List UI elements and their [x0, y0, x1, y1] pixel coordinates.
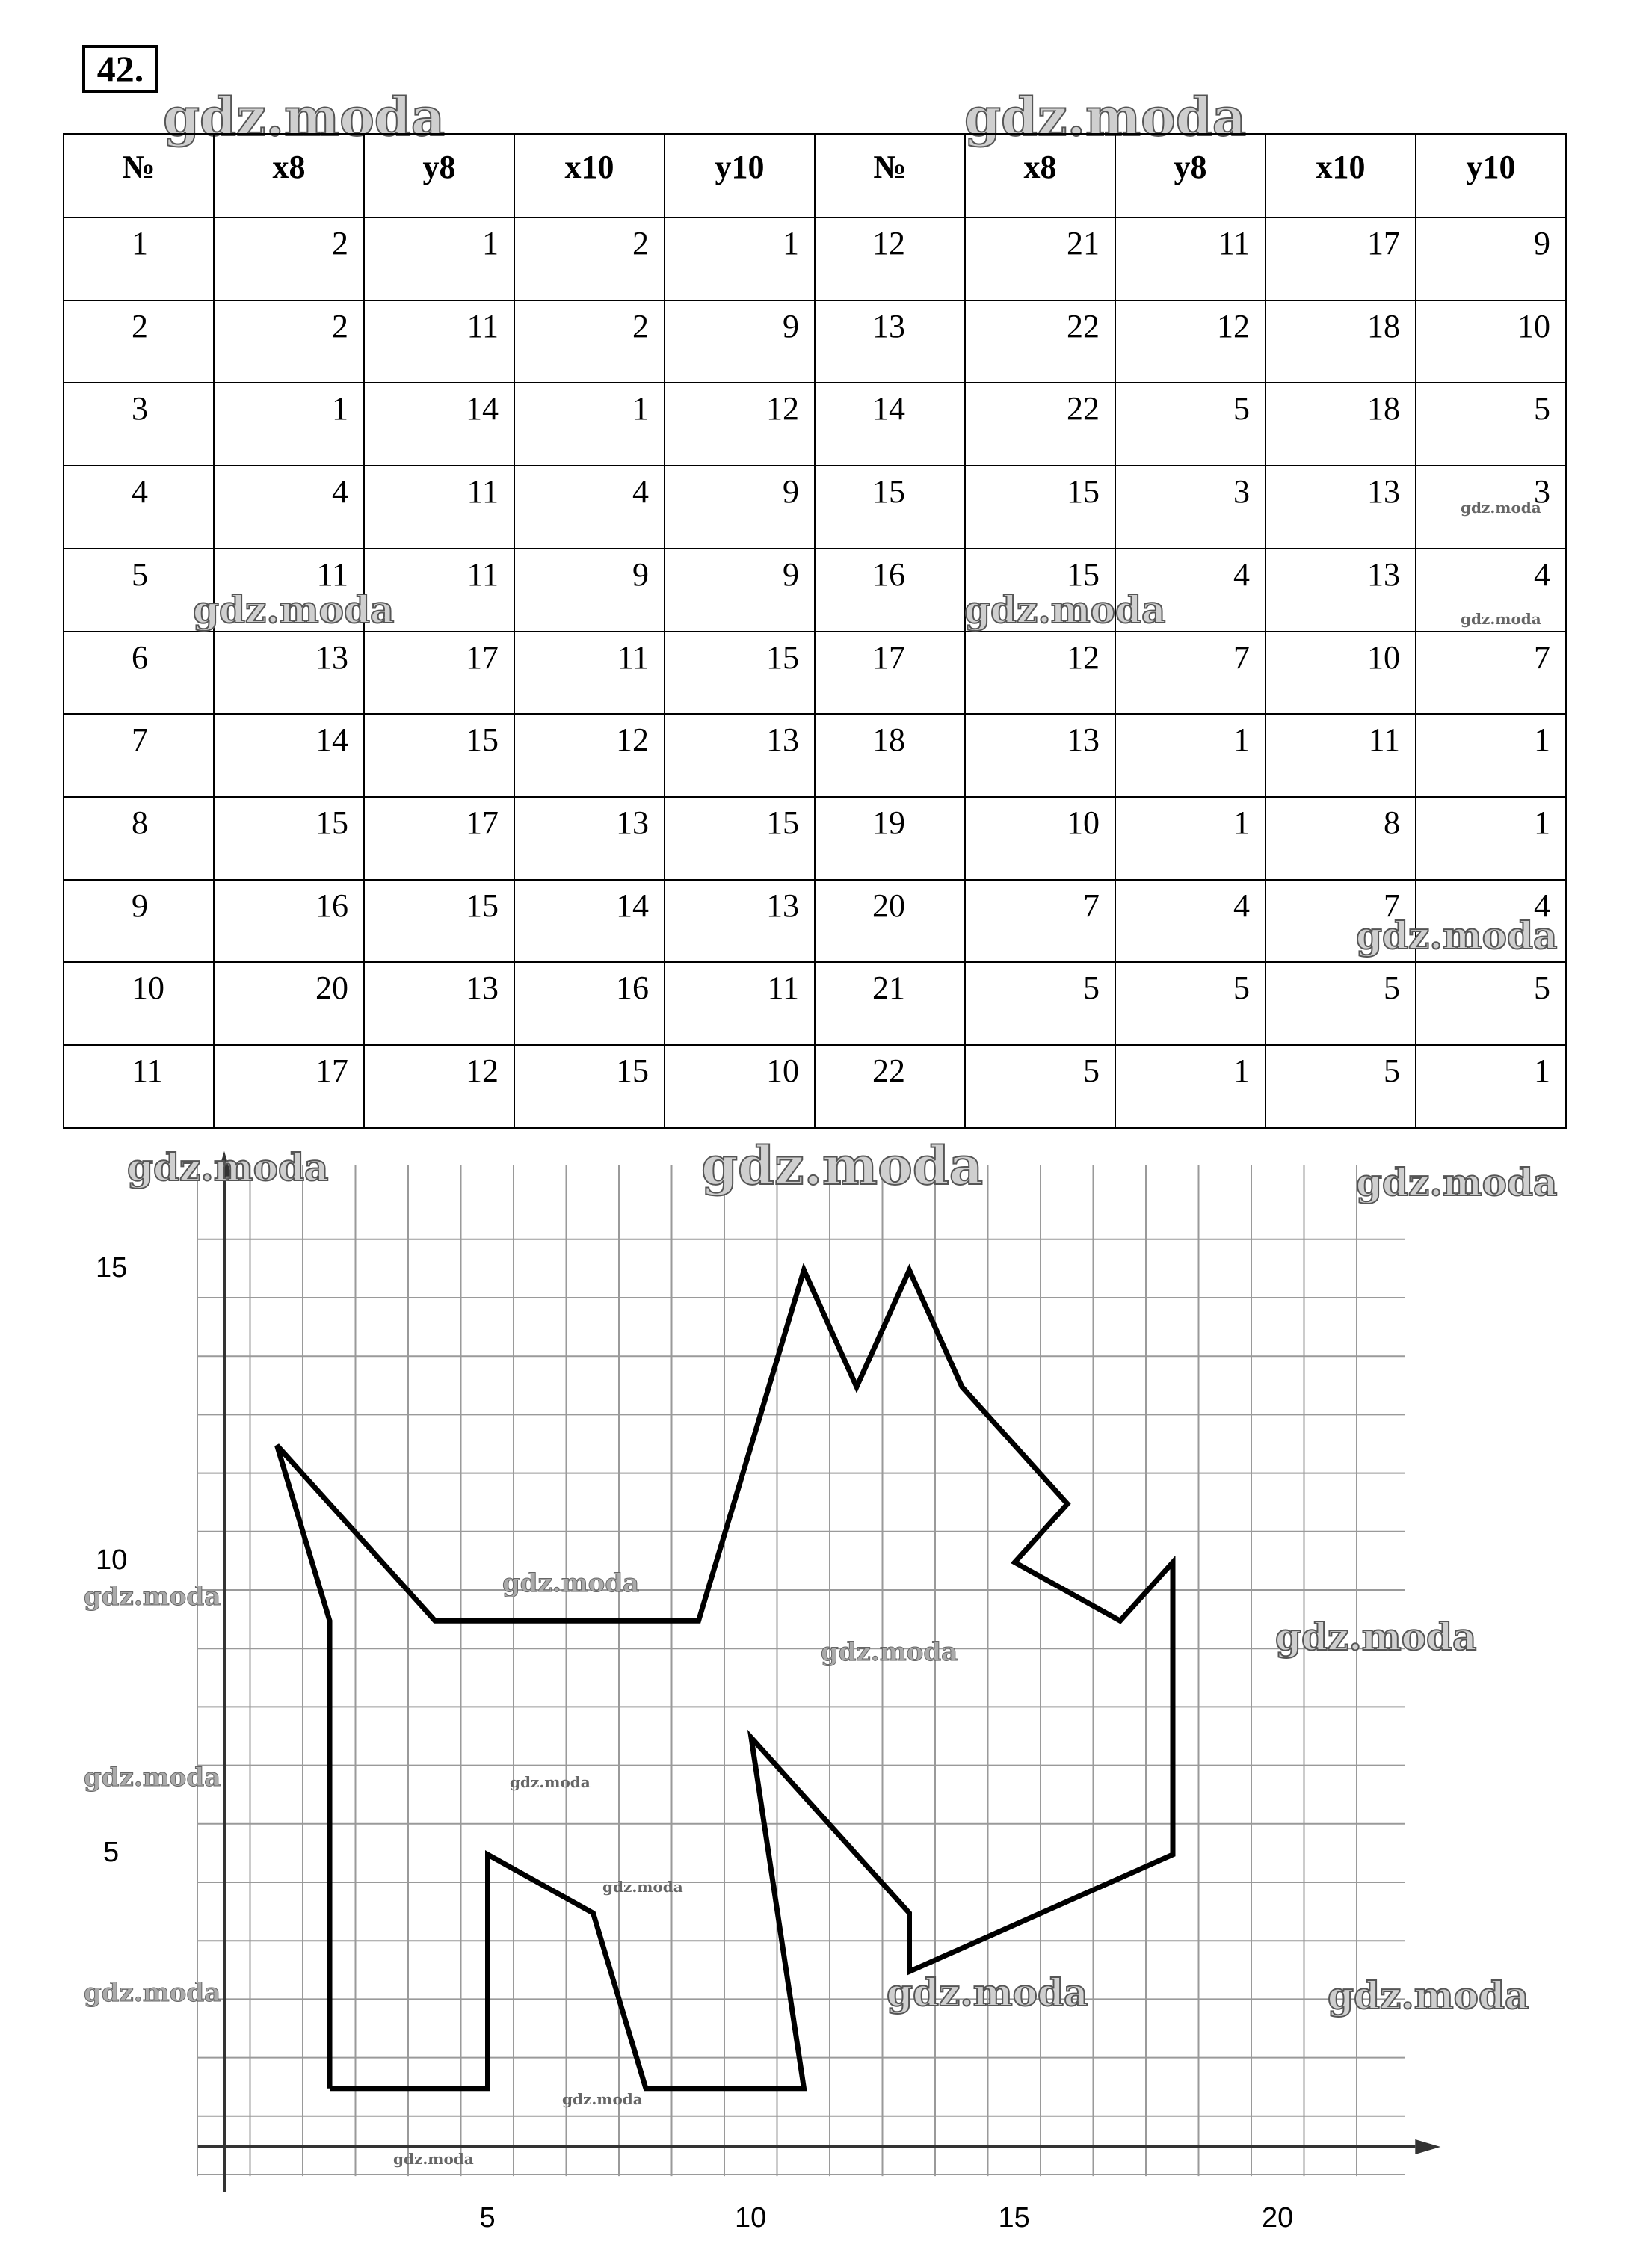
table-cell: 11 [64, 1045, 214, 1128]
table-cell: 18 [1265, 383, 1416, 466]
watermark: gdz.moda [510, 1773, 591, 1791]
table-header-cell: x8 [214, 134, 364, 218]
table-cell: 15 [214, 797, 364, 880]
table-cell: 5 [64, 549, 214, 632]
table-cell: 10 [64, 962, 214, 1045]
table-cell: 5 [1115, 383, 1265, 466]
table-cell: 13 [1265, 466, 1416, 549]
table-cell: 20 [214, 962, 364, 1045]
table-cell: 5 [965, 962, 1115, 1045]
table-cell: 13 [1265, 549, 1416, 632]
table-cell: 1 [64, 218, 214, 301]
table-cell: 9 [64, 880, 214, 963]
table-cell: 9 [665, 549, 815, 632]
table-cell: 17 [214, 1045, 364, 1128]
watermark: gdz.moda [821, 1637, 958, 1667]
table-cell: 3 [1416, 466, 1566, 549]
table-cell: 22 [815, 1045, 965, 1128]
table-cell: 1 [514, 383, 665, 466]
table-header-cell: x10 [1265, 134, 1416, 218]
watermark: gdz.moda [193, 588, 395, 632]
table-cell: 3 [64, 383, 214, 466]
table-cell: 4 [1115, 880, 1265, 963]
watermark: gdz.moda [1461, 610, 1541, 628]
y-tick-label: 15 [96, 1252, 128, 1284]
table-cell: 1 [1416, 797, 1566, 880]
table-cell: 10 [665, 1045, 815, 1128]
table-header-cell: № [64, 134, 214, 218]
table-cell: 14 [364, 383, 514, 466]
table-cell: 16 [214, 880, 364, 963]
table-cell: 9 [514, 549, 665, 632]
table-cell: 18 [815, 714, 965, 797]
watermark: gdz.moda [701, 1135, 984, 1197]
table-cell: 4 [1416, 880, 1566, 963]
watermark: gdz.moda [1356, 913, 1558, 958]
table-cell: 13 [514, 797, 665, 880]
table-cell: 10 [1416, 301, 1566, 383]
table-cell: 5 [1416, 962, 1566, 1045]
table-cell: 11 [1115, 218, 1265, 301]
table-header-cell: x10 [514, 134, 665, 218]
table-cell: 13 [815, 301, 965, 383]
table-cell: 13 [214, 632, 364, 715]
table-cell: 4 [64, 466, 214, 549]
table-cell: 15 [815, 466, 965, 549]
table-cell: 13 [665, 714, 815, 797]
table-cell: 13 [965, 714, 1115, 797]
table-cell: 2 [514, 301, 665, 383]
grid [197, 1165, 1405, 2176]
table-cell: 7 [965, 880, 1115, 963]
table-header-cell: y10 [1416, 134, 1566, 218]
table-cell: 15 [514, 1045, 665, 1128]
x-tick-label: 10 [735, 2202, 767, 2234]
table-cell: 8 [64, 797, 214, 880]
table-cell: 1 [1115, 714, 1265, 797]
table-cell: 15 [364, 880, 514, 963]
table-cell: 7 [1416, 632, 1566, 715]
x-tick-label: 15 [998, 2202, 1030, 2234]
table-cell: 16 [514, 962, 665, 1045]
table-cell: 9 [665, 301, 815, 383]
watermark: gdz.moda [964, 86, 1247, 148]
table-cell: 15 [665, 632, 815, 715]
table-cell: 1 [665, 218, 815, 301]
table-header-cell: y8 [1115, 134, 1265, 218]
table-cell: 20 [815, 880, 965, 963]
table-cell: 9 [1416, 218, 1566, 301]
table-cell: 12 [514, 714, 665, 797]
watermark: gdz.moda [1356, 1160, 1558, 1204]
watermark: gdz.moda [84, 1763, 221, 1793]
table-cell: 1 [1416, 1045, 1566, 1128]
table-cell: 11 [364, 466, 514, 549]
table-cell: 14 [815, 383, 965, 466]
table-cell: 5 [965, 1045, 1115, 1128]
table-cell: 11 [364, 549, 514, 632]
table-cell: 19 [815, 797, 965, 880]
table-cell: 21 [815, 962, 965, 1045]
table-cell: 2 [214, 301, 364, 383]
table-cell: 16 [815, 549, 965, 632]
table-cell: 1 [214, 383, 364, 466]
table-cell: 11 [514, 632, 665, 715]
table-cell: 5 [1265, 962, 1416, 1045]
watermark: gdz.moda [1328, 1973, 1529, 2018]
watermark: gdz.moda [964, 588, 1166, 632]
watermark: gdz.moda [393, 2150, 474, 2168]
table-cell: 17 [1265, 218, 1416, 301]
table-cell: 4 [514, 466, 665, 549]
table-cell: 3 [1115, 466, 1265, 549]
table-cell: 4 [214, 466, 364, 549]
table-cell: 9 [665, 466, 815, 549]
table-cell: 2 [64, 301, 214, 383]
problem-number: 42. [82, 45, 158, 93]
table-header-cell: № [815, 134, 965, 218]
table-cell: 7 [64, 714, 214, 797]
table-cell: 11 [364, 301, 514, 383]
table-cell: 14 [514, 880, 665, 963]
table-cell: 2 [514, 218, 665, 301]
table-cell: 11 [214, 549, 364, 632]
table-cell: 21 [965, 218, 1115, 301]
table-cell: 10 [965, 797, 1115, 880]
x-axis-arrow [1415, 2139, 1440, 2154]
table-cell: 10 [1265, 632, 1416, 715]
table-cell: 15 [965, 466, 1115, 549]
table-cell: 12 [815, 218, 965, 301]
table-header-cell: y8 [364, 134, 514, 218]
table-cell: 14 [214, 714, 364, 797]
watermark: gdz.moda [502, 1568, 640, 1598]
table-cell: 4 [1416, 549, 1566, 632]
table-cell: 13 [665, 880, 815, 963]
table-cell: 11 [1265, 714, 1416, 797]
table-cell: 7 [1265, 880, 1416, 963]
table-cell: 15 [364, 714, 514, 797]
table-cell: 8 [1265, 797, 1416, 880]
watermark: gdz.moda [887, 1970, 1088, 2015]
table-cell: 1 [1115, 797, 1265, 880]
table-cell: 5 [1265, 1045, 1416, 1128]
table-cell: 2 [214, 218, 364, 301]
watermark: gdz.moda [163, 86, 446, 148]
table-cell: 1 [1115, 1045, 1265, 1128]
table-cell: 12 [965, 632, 1115, 715]
table-cell: 17 [815, 632, 965, 715]
table-cell: 18 [1265, 301, 1416, 383]
watermark: gdz.moda [84, 1582, 221, 1612]
table-cell: 5 [1115, 962, 1265, 1045]
x-tick-label: 20 [1262, 2202, 1294, 2234]
table-cell: 12 [665, 383, 815, 466]
table-cell: 17 [364, 632, 514, 715]
x-tick-label: 5 [479, 2202, 496, 2234]
table-cell: 22 [965, 301, 1115, 383]
y-tick-label: 5 [103, 1837, 120, 1868]
watermark: gdz.moda [84, 1978, 221, 2008]
table-cell: 5 [1416, 383, 1566, 466]
table-cell: 15 [665, 797, 815, 880]
table-cell: 1 [1416, 714, 1566, 797]
watermark: gdz.moda [562, 2090, 643, 2108]
table-header-cell: x8 [965, 134, 1115, 218]
watermark: gdz.moda [602, 1878, 683, 1896]
table-cell: 13 [364, 962, 514, 1045]
table-cell: 11 [665, 962, 815, 1045]
table-cell: 22 [965, 383, 1115, 466]
table-cell: 17 [364, 797, 514, 880]
table-cell: 4 [1115, 549, 1265, 632]
y-tick-label: 10 [96, 1544, 128, 1576]
table-cell: 7 [1115, 632, 1265, 715]
watermark: gdz.moda [1275, 1615, 1477, 1659]
table-header-cell: y10 [665, 134, 815, 218]
table-cell: 12 [1115, 301, 1265, 383]
watermark: gdz.moda [127, 1145, 329, 1189]
table-cell: 15 [965, 549, 1115, 632]
table-cell: 12 [364, 1045, 514, 1128]
watermark: gdz.moda [1461, 499, 1541, 517]
table-cell: 6 [64, 632, 214, 715]
table-cell: 1 [364, 218, 514, 301]
